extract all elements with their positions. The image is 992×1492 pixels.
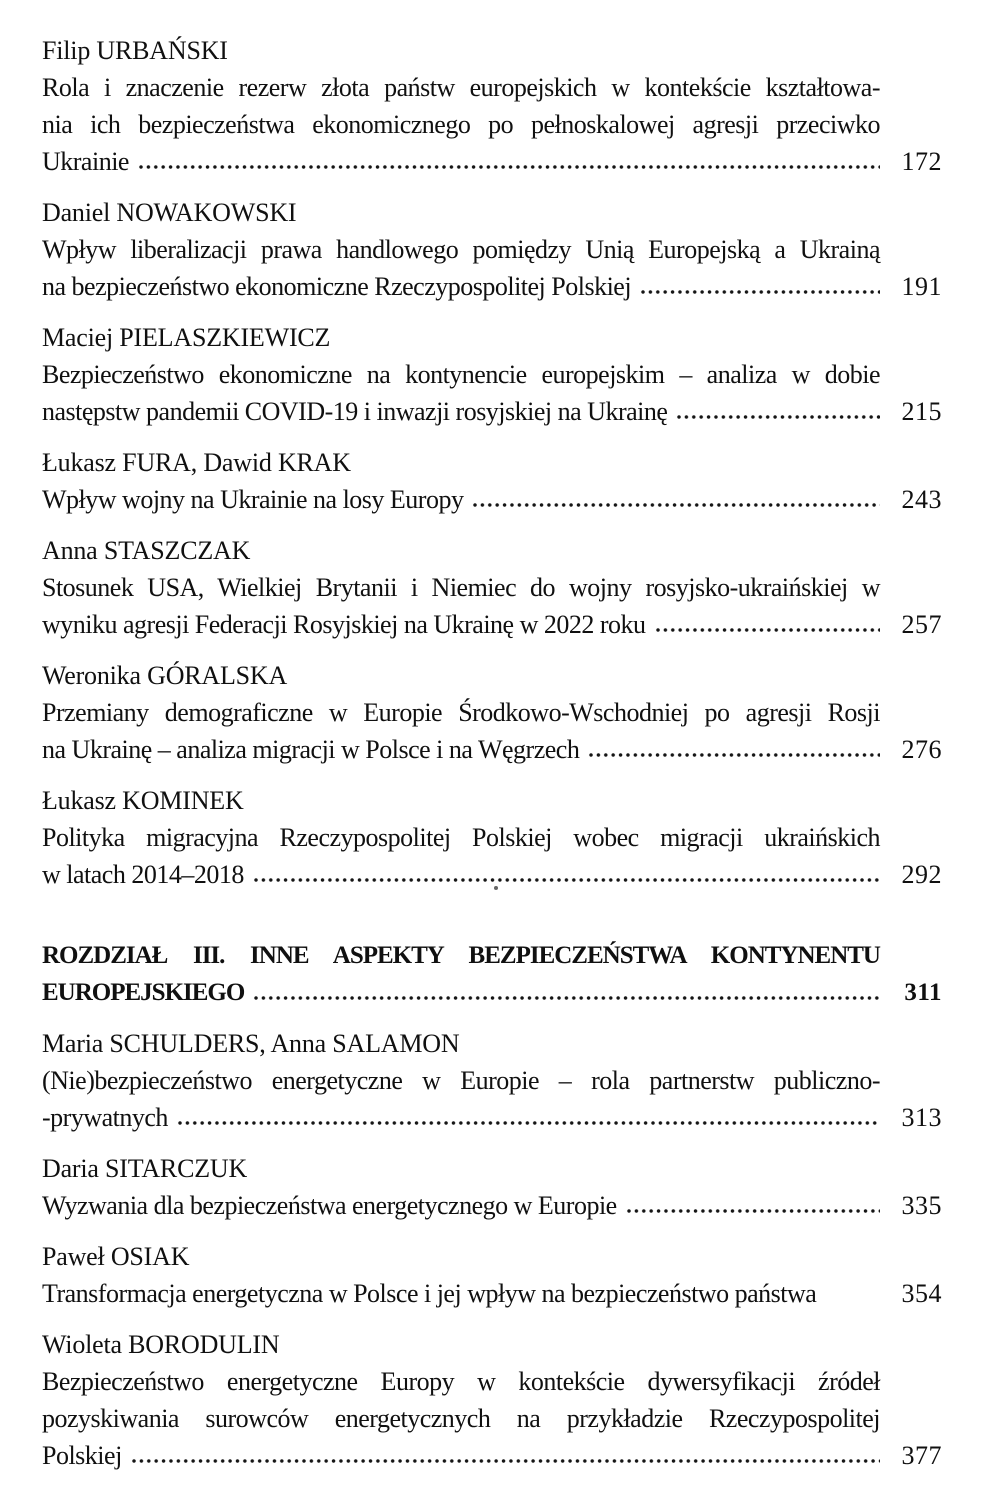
toc-entry: [42, 1326, 942, 1474]
toc-entry: [42, 657, 942, 768]
toc-entry: [42, 444, 942, 518]
entry-title-text: w latach 2014–2018: [42, 860, 244, 889]
page-number: 292: [901, 860, 942, 889]
dot-leader: [626, 1207, 880, 1217]
entry-authors: Daniel NOWAKOWSKI: [42, 198, 297, 227]
entry-title-text: Wpływ wojny na Ukrainie na losy Europy: [42, 485, 464, 514]
entry-authors: Weronika GÓRALSKA: [42, 661, 288, 690]
entry-title-last-line: [42, 1099, 942, 1136]
entry-title-line: Bezpieczeństwo energetyczne Europy w kontekście dywersyfikacji źródeł: [42, 1367, 880, 1396]
entry-title-last-line: [42, 143, 942, 180]
entry-title-line: Przemiany demograficzne w Europie Środkowo-Wschodniej po agresji Rosji: [42, 698, 880, 727]
entry-authors: Paweł OSIAK: [42, 1242, 190, 1271]
page-number: 276: [901, 735, 942, 764]
entry-title-line: Rola i znaczenie rezerw złota państw europejskich w kontekście kształtowa-: [42, 73, 880, 102]
page-number: 172: [901, 147, 942, 176]
dot-leader: [253, 876, 880, 886]
page-number: 243: [901, 485, 942, 514]
entry-title-line: pozyskiwania surowców energetycznych na przykładzie Rzeczypospolitej: [42, 1404, 880, 1433]
entry-title-text: Wyzwania dla bezpieczeństwa energetycznego w Europie: [42, 1191, 617, 1220]
dot-leader: [177, 1119, 880, 1129]
entry-title-text: wyniku agresji Federacji Rosyjskiej na Ukrainę w 2022 roku: [42, 610, 646, 639]
entry-title-line: ROZDZIAŁ III. INNE ASPEKTY BEZPIECZEŃSTWA KONTYNENTU: [42, 942, 880, 969]
entry-title-line: Bezpieczeństwo ekonomiczne na kontynencie europejskim – analiza w dobie: [42, 360, 880, 389]
toc-entry: [42, 1150, 942, 1224]
entry-title-last-line: [42, 606, 942, 643]
page-number: 354: [901, 1279, 942, 1308]
entry-title-text: -prywatnych: [42, 1103, 168, 1132]
toc-entry: [42, 319, 942, 430]
page-number: 311: [904, 979, 942, 1006]
entry-authors: Wioleta BORODULIN: [42, 1330, 280, 1359]
entry-title-last-line: [42, 1437, 942, 1474]
entry-title-line: (Nie)bezpieczeństwo energetyczne w Europie – rola partnerstw publiczno-: [42, 1066, 880, 1095]
dot-leader: [588, 751, 880, 761]
entry-title-last-line: [42, 1275, 942, 1312]
entry-authors: Łukasz FURA, Dawid KRAK: [42, 448, 351, 477]
dot-leader: [655, 626, 880, 636]
entry-title-last-line: [42, 393, 942, 430]
page-number: 313: [901, 1103, 942, 1132]
dot-leader: [472, 501, 880, 511]
entry-title-text: następstw pandemii COVID-19 i inwazji rosyjskiej na Ukrainę: [42, 397, 668, 426]
entry-title-text: na bezpieczeństwo ekonomiczne Rzeczypospolitej Polskiej: [42, 272, 632, 301]
page-number: 191: [901, 272, 942, 301]
toc-entry: [42, 532, 942, 643]
dot-leader: [138, 163, 880, 173]
entry-title-line: nia ich bezpieczeństwa ekonomicznego po pełnoskalowej agresji przeciwko: [42, 110, 880, 139]
page-number: 257: [901, 610, 942, 639]
entry-authors: Anna STASZCZAK: [42, 536, 251, 565]
dot-leader: [640, 288, 880, 298]
entry-title-text: Ukrainie: [42, 147, 129, 176]
entry-title-text: Polskiej: [42, 1441, 122, 1470]
dot-leader: [676, 413, 880, 423]
entry-title-last-line: [42, 731, 942, 768]
toc-entry: [42, 782, 942, 893]
toc-entry: [42, 194, 942, 305]
toc-entry: [42, 1025, 942, 1136]
entry-title-text: na Ukrainę – analiza migracji w Polsce i na Węgrzech: [42, 735, 580, 764]
entry-title-last-line: [42, 481, 942, 518]
entry-title-last-line: [42, 856, 942, 893]
scan-dot-artifact: [494, 886, 498, 890]
entry-authors: Daria SITARCZUK: [42, 1154, 248, 1183]
chapter-heading-entry: [42, 937, 942, 1011]
entry-title-last-line: [42, 1187, 942, 1224]
entry-authors: Łukasz KOMINEK: [42, 786, 244, 815]
page-number: 377: [901, 1441, 942, 1470]
toc-entry: [42, 1238, 942, 1312]
entry-title-last-line: [42, 974, 942, 1011]
entry-title-line: Polityka migracyjna Rzeczypospolitej Polskiej wobec migracji ukraińskich: [42, 823, 880, 852]
entry-authors: Filip URBAŃSKI: [42, 36, 228, 65]
entry-title-text: Transformacja energetyczna w Polsce i jej wpływ na bezpieczeństwo państwa: [42, 1279, 817, 1308]
dot-leader: [131, 1457, 880, 1467]
entry-authors: Maria SCHULDERS, Anna SALAMON: [42, 1029, 460, 1058]
entry-title-line: Wpływ liberalizacji prawa handlowego pomiędzy Unią Europejską a Ukrainą: [42, 235, 880, 264]
entry-title-text: EUROPEJSKIEGO: [42, 979, 245, 1006]
entry-title-line: Stosunek USA, Wielkiej Brytanii i Niemiec do wojny rosyjsko-ukraińskiej w: [42, 573, 880, 602]
toc-list: [42, 32, 942, 1474]
page-number: 335: [901, 1191, 942, 1220]
entry-title-last-line: [42, 268, 942, 305]
dot-leader: [825, 1295, 880, 1305]
toc-entry: [42, 32, 942, 180]
entry-authors: Maciej PIELASZKIEWICZ: [42, 323, 331, 352]
dot-leader: [253, 994, 880, 1004]
page-number: 215: [901, 397, 942, 426]
